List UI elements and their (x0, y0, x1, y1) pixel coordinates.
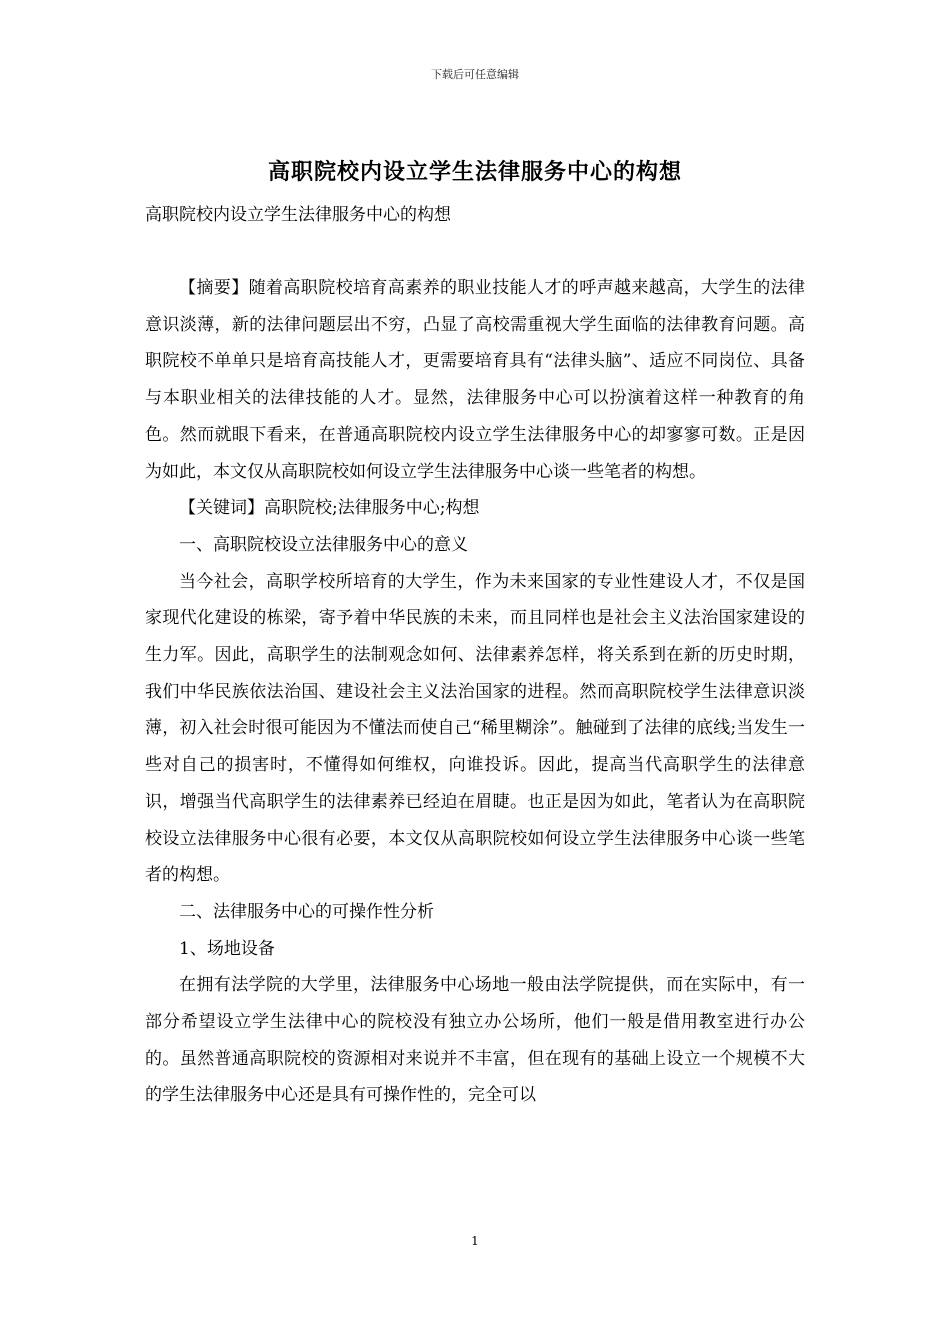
document-subtitle: 高职院校内设立学生法律服务中心的构想 (145, 205, 451, 225)
subsection-heading-1: 1、场地设备 (179, 938, 275, 959)
page-number: 1 (471, 1234, 479, 1248)
page-header: 下载后可任意编辑 (431, 68, 519, 81)
section-heading-1: 一、高职院校设立法律服务中心的意义 (179, 534, 468, 555)
keywords-paragraph: 【关键词】高职院校;法律服务中心;构想 (179, 498, 480, 519)
body-paragraph: 在拥有法学院的大学里，法律服务中心场地一般由法学院提供，而在实际中，有一部分希望设立学生法律中心的院校没有独立办公场所，他们一般是借用教室进行办公的。虽然普通高职院校的资源相对来说并不丰富，但在现有的基础上设立一个规模不大的学生法律服务中心还是具有可操作性的，完全可以 (145, 975, 805, 1106)
section-heading-2: 二、法律服务中心的可操作性分析 (179, 901, 434, 922)
body-paragraph: 当今社会，高职学校所培育的大学生，作为未来国家的专业性建设人才，不仅是国家现代化建设的栋梁，寄予着中华民族的未来，而且同样也是社会主义法治国家建设的生力军。因此，高职学生的法制观念如何、法律素养怎样，将关系到在新的历史时期，我们中华民族依法治国、建设社会主义法治国家的进程。然而高职院校学生法律意识淡薄，初入社会时很可能因为不懂法而使自己“稀里糊涂”。触碰到了法律的底线;当发生一些对自己的损害时，不懂得如何维权，向谁投诉。因此，提高当代高职学生的法律意识，增强当代高职学生的法律素养已经迫在眉睫。也正是因为如此，笔者认为在高职院校设立法律服务中心很有必要，本文仅从高职院校如何设立学生法律服务中心谈一些笔者的构想。 (145, 571, 805, 886)
document-body (145, 270, 805, 1114)
abstract-paragraph: 【摘要】随着高职院校培育高素养的职业技能人才的呼声越来越高，大学生的法律意识淡薄，新的法律问题层出不穷，凸显了高校需重视大学生面临的法律教育问题。高职院校不单单只是培育高技能人才，更需要培育具有“法律头脑”、适应不同岗位、具备与本职业相关的法律技能的人才。显然，法律服务中心可以扮演着这样一种教育的角色。然而就眼下看来，在普通高职院校内设立学生法律服务中心的却寥寥可数。正是因为如此，本文仅从高职院校如何设立学生法律服务中心谈一些笔者的构想。 (145, 278, 805, 482)
document-title: 高职院校内设立学生法律服务中心的构想 (267, 159, 682, 185)
